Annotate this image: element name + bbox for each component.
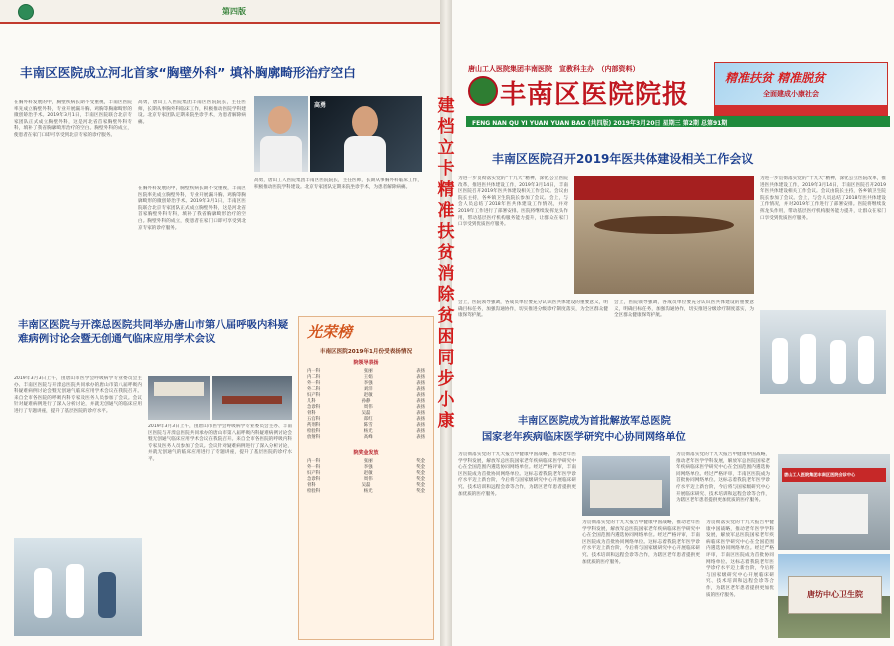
honor-cell: 内一科 <box>307 459 321 464</box>
honor-cell: 内二科 <box>307 375 321 380</box>
honor-cell: 吴磊 <box>361 483 371 488</box>
article2-col-a: 2019年3月3日上午，由唐山市医学会呼吸病学专业委员会主办、丰南区医院与开滦总医院共同承办的唐山市第八届呼吸内科疑难病例讨论会暨无创通气临床应用学术会议在我院召开。来自全市各医院的呼吸内科专家及医务人员参加了会议。会议针对疑难病例进行了深入分析讨论，并就无创通气的临床应用进行了专题讲座，提升了基层医院的诊疗水平。 <box>14 376 142 414</box>
masthead-subbar <box>466 116 890 127</box>
honor-cell: 药剂科 <box>307 423 321 428</box>
right-headline-2b: 国家老年疾病临床医学研究中心协同网络单位 <box>482 432 686 443</box>
honor-cell: 内一科 <box>307 369 321 374</box>
honor-cell: 李强 <box>363 381 373 386</box>
honor-cell: 吴磊 <box>361 411 371 416</box>
honor-cell: 奖金 <box>416 459 425 464</box>
banner-text-2: 全面建成小康社会 <box>763 90 819 98</box>
honor-cell: 杨光 <box>363 429 373 434</box>
meeting-photo-2 <box>212 376 292 420</box>
honor-cell: 孙静 <box>361 399 371 404</box>
right-page <box>452 0 894 646</box>
doctor-photo <box>254 96 308 172</box>
portrait-caption: 高勇 <box>314 102 327 109</box>
honor-cell: 表扬 <box>416 429 425 434</box>
honor-cell: 杨光 <box>363 489 373 494</box>
honor-cell: 郑红 <box>363 417 373 422</box>
clinic-building-photo <box>778 554 890 638</box>
honor-cell: 赵敏 <box>363 471 373 476</box>
honor-cell: 奖金 <box>416 465 425 470</box>
r-article2-col-c: 为贯彻落实党的十九大报告中健康中国战略，推动老年医学学科发展，解放军总医院国家老年疾病临床医学研究中心在全国范围内遴选协同网络单位。经过严格评审，丰南区医院成为首批协同网络单位。这标志着我院老年医学诊疗水平迈上新台阶，今后将与国家级研究中心开展临床研究、技术培训和远程会诊等合作，为辖区老年患者提供更加优质的医疗服务。 <box>676 452 770 504</box>
honor-cell: 周伟 <box>363 405 373 410</box>
vertical-slogan-text: 建 档 立 卡 精 准 扶 贫 消 除 贫 困 同 步 小 康 <box>437 96 455 431</box>
honor-cell: 王娟 <box>363 375 373 380</box>
honor-cell: 高峰 <box>363 435 373 440</box>
honor-cell: 骨科 <box>307 483 316 488</box>
honor-cell: 妇产科 <box>307 393 321 398</box>
honor-cell: 表扬 <box>416 423 425 428</box>
honor-cell: 表扬 <box>416 375 425 380</box>
ceremony-photo <box>582 456 670 516</box>
honor-cell: 妇产科 <box>307 471 321 476</box>
honor-cell: 表扬 <box>416 399 425 404</box>
honor-subtitle: 丰南区医院2019年1月份受表扬情况 <box>319 349 413 355</box>
masthead-banner <box>714 62 888 116</box>
honor-cell: 表扬 <box>416 417 425 422</box>
masthead-logo <box>468 76 498 106</box>
honor-section-2: 院奖金发放 <box>353 450 379 456</box>
honor-cell: 儿科 <box>307 399 316 404</box>
honor-cell: 奖金 <box>416 489 425 494</box>
r-article1-col-b: 为进一步贯彻落实党的“十九大”精神，深化公立医院改革，推进医共体建设工作，2019年3月14日，丰南区医院召开2019年医共体建设相关工作会议。会议由院长主持，各乡镇卫生院院长参加了会议。会上，与会人员总结了2018年医共体建设工作情况，并对2019年工作进行了部署安排。医院将继续发挥龙头作用，带动基层医疗机构服务能力提升，让群众在家门口享受到优质医疗服务。 <box>760 176 886 221</box>
right-headline-2a: 丰南区医院成为首批解放军总医院 <box>518 416 671 427</box>
masthead-sub: FENG NAN QU YI YUAN YUAN BAO (共四版) 2019年3月20日 星期三 第2期 总第91期 <box>472 120 728 127</box>
honor-cell: 表扬 <box>416 393 425 398</box>
clinic-sign: 唐坊中心卫生院 <box>807 589 863 599</box>
page-tag: 第四版 <box>222 7 246 16</box>
r-article2-col-a: 为贯彻落实党的十九大报告中健康中国战略，推动老年医学学科发展，解放军总医院国家老年疾病临床医学研究中心在全国范围内遴选协同网络单位。经过严格评审，丰南区医院成为首批协同网络单位。这标志着我院老年医学诊疗水平迈上新台阶，今后将与国家级研究中心开展临床研究、技术培训和远程会诊等合作，为辖区老年患者提供更加优质的医疗服务。 <box>458 452 576 497</box>
honor-cell: 奖金 <box>416 471 425 476</box>
honor-cell: 外一科 <box>307 465 321 470</box>
honor-cell: 表扬 <box>416 387 425 392</box>
honor-cell: 骨科 <box>307 411 316 416</box>
r-article1-col-d: 会上，医院领导强调，各成员单位要充分认识医共体建设的重要意义，明确目标任务，加强沟通协作，切实推进分级诊疗制度落实，为全区群众健康保驾护航。 <box>614 300 754 319</box>
honor-cell: 张丽 <box>363 369 373 374</box>
r-article1-col-a: 为进一步贯彻落实党的“十九大”精神，深化公立医院改革，推进医共体建设工作，2019年3月14日，丰南区医院召开2019年医共体建设相关工作会议。会议由院长主持，各乡镇卫生院院长参加了会议。会上，与会人员总结了2018年医共体建设工作情况，并对2019年工作进行了部署安排。医院将继续发挥龙头作用，带动基层医疗机构服务能力提升，让群众在家门口享受到优质医疗服务。 <box>458 176 568 228</box>
honor-title: 光荣榜 <box>307 323 353 341</box>
honor-list-2 <box>307 459 425 495</box>
meeting-photo-1 <box>148 376 210 420</box>
clinic-photo <box>14 538 142 636</box>
masthead-title: 丰南区医院院报 <box>500 80 690 110</box>
right-headline-1: 丰南区医院召开2019年医共体建设相关工作会议 <box>492 152 754 166</box>
r-article2-col-b: 为贯彻落实党的十九大报告中健康中国战略，推动老年医学学科发展，解放军总医院国家老年疾病临床医学研究中心在全国范围内遴选协同网络单位。经过严格评审，丰南区医院成为首批协同网络单位。这标志着我院老年医学诊疗水平迈上新台阶，今后将与国家级研究中心开展临床研究、技术培训和远程会诊等合作，为辖区老年患者提供更加优质的医疗服务。 <box>582 520 700 565</box>
honor-cell: 放射科 <box>307 435 321 440</box>
conference-photo <box>574 176 754 294</box>
article1-col-b: 高勇，唐山工人医院集团丰南区医院院长，主任医师，长期从事胸外科临床工作，积极推动医院学科建设。北京专家团队定期来院坐诊手术，为患者解除病痛。 <box>138 100 246 125</box>
portrait-photo <box>310 96 422 172</box>
r-article2-col-d: 为贯彻落实党的十九大报告中健康中国战略，推动老年医学学科发展，解放军总医院国家老年疾病临床医学研究中心在全国范围内遴选协同网络单位。经过严格评审，丰南区医院成为首批协同网络单位。这标志着我院老年医学诊疗水平迈上新台阶，今后将与国家级研究中心开展临床研究、技术培训和远程会诊等合作，为辖区老年患者提供更加优质的医疗服务。 <box>706 520 774 598</box>
left-page <box>0 0 440 646</box>
article1-col-c: 高勇，唐山工人医院集团丰南区医院院长，主任医师，长期从事胸外科临床工作，积极推动医院学科建设。北京专家团队定期来院坐诊手术，为患者解除病痛。 <box>254 178 422 190</box>
honor-section-1: 院领导表扬 <box>353 360 379 366</box>
honor-cell: 检验科 <box>307 489 321 494</box>
left-header <box>0 0 440 24</box>
r-article1-col-c: 会上，医院领导强调，各成员单位要充分认识医共体建设的重要意义，明确目标任务，加强沟通协作，切实推进分级诊疗制度落实，为全区群众健康保驾护航。 <box>458 300 608 319</box>
honor-cell: 表扬 <box>416 381 425 386</box>
honor-cell: 表扬 <box>416 411 425 416</box>
masthead-top: 唐山工人医院集团丰南医院 宣教科主办 （内部资料） <box>468 65 640 73</box>
honor-cell: 表扬 <box>416 369 425 374</box>
article1-col-d: 在胸外科发展的中，胸壁疾病长期不受重视，丰南区医院率先成立胸壁外科，专业开展漏斗胸、鸡胸等胸廓畸形的微创矫治手术。2019年3月1日，丰南区医院联合北京专家团队正式成立胸壁外科，这是河北省首家胸壁外科专科，填补了我省胸廓畸形治疗的空白。胸壁外科的成立，使患者在家门口即可享受到北京专家的诊疗服务。 <box>138 186 246 231</box>
honor-cell: 表扬 <box>416 405 425 410</box>
honor-cell: 周伟 <box>363 477 373 482</box>
banner-text-1: 精准扶贫 精准脱贫 <box>725 71 826 85</box>
consult-center-photo <box>778 454 890 550</box>
honor-board <box>298 316 434 640</box>
honor-row <box>307 489 425 495</box>
honor-cell: 刘洋 <box>363 387 373 392</box>
honor-cell: 表扬 <box>416 435 425 440</box>
honor-cell: 奖金 <box>416 483 425 488</box>
left-headline-2 <box>18 318 290 346</box>
article2-col-b: 2019年3月3日上午，由唐山市医学会呼吸病学专业委员会主办、丰南区医院与开滦总医院共同承办的唐山市第八届呼吸内科疑难病例讨论会暨无创通气临床应用学术会议在我院召开。来自全市各医院的呼吸内科专家及医务人员参加了会议。会议针对疑难病例进行了深入分析讨论，并就无创通气的临床应用进行了专题讲座，提升了基层医院的诊疗水平。 <box>148 424 292 462</box>
article1-col-a: 在胸外科发展的中，胸壁疾病长期不受重视，丰南区医院率先成立胸壁外科，专业开展漏斗胸、鸡胸等胸廓畸形的微创矫治手术。2019年3月1日，丰南区医院联合北京专家团队正式成立胸壁外科，这是河北省首家胸壁外科专科，填补了我省胸廓畸形治疗的空白。胸壁外科的成立，使患者在家门口即可享受到北京专家的诊疗服务。 <box>14 100 132 138</box>
honor-list-1 <box>307 369 425 441</box>
consult-center-sign: 唐山工人医院集团丰南区医院会诊中心 <box>784 472 856 477</box>
honor-cell: 张丽 <box>363 459 373 464</box>
left-headline-2-text: 丰南区医院与开滦总医院共同举办唐山市第八届呼吸内科疑难病例讨论会暨无创通气临床应用学术会议 <box>18 319 289 345</box>
honor-cell: 急诊科 <box>307 477 321 482</box>
honor-cell: 外二科 <box>307 387 321 392</box>
honor-cell: 检验科 <box>307 429 321 434</box>
honor-cell: 李强 <box>363 465 373 470</box>
vertical-slogan <box>430 96 462 432</box>
honor-cell: 赵敏 <box>363 393 373 398</box>
honor-cell: 急诊科 <box>307 405 321 410</box>
honor-cell: 五官科 <box>307 417 321 422</box>
honor-row <box>307 435 425 441</box>
hospital-logo <box>18 4 34 20</box>
honor-cell: 奖金 <box>416 477 425 482</box>
left-headline-1: 丰南区医院成立河北首家“胸壁外科” 填补胸廓畸形治疗空白 <box>20 65 356 80</box>
honor-cell: 外一科 <box>307 381 321 386</box>
honor-cell: 陈雪 <box>363 423 373 428</box>
staff-photo <box>760 310 886 394</box>
